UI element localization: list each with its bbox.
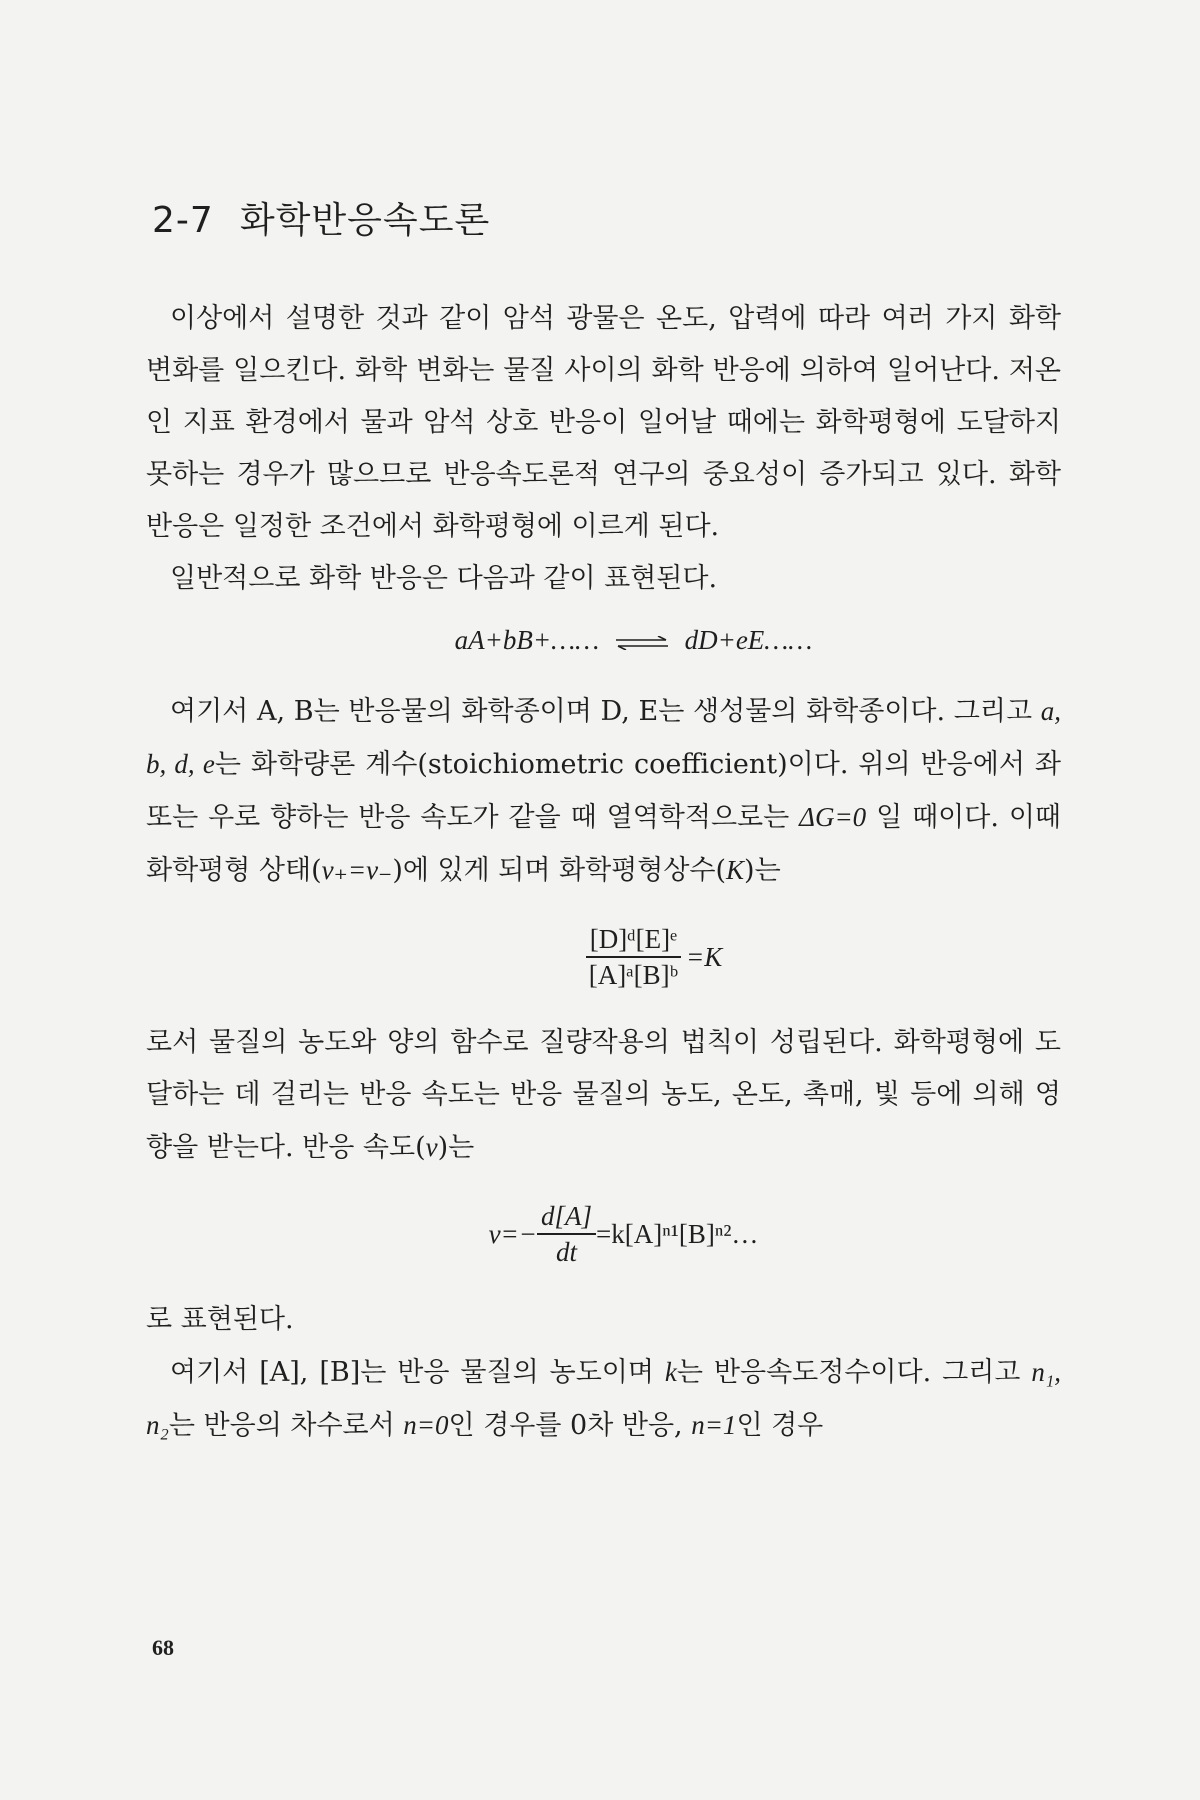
text-n-zero: n=0 bbox=[403, 1410, 449, 1440]
text-species-d: )에 있게 되며 화학평형상수( bbox=[392, 855, 727, 886]
text-delta-g: ΔG=0 bbox=[799, 802, 867, 832]
text-orders-n: n₁, n₂ bbox=[146, 1357, 1061, 1440]
rate-denominator: dt bbox=[556, 1237, 578, 1267]
equilibrium-fraction bbox=[585, 924, 682, 990]
rate-equation bbox=[146, 1184, 1061, 1284]
text-species-b: 는 화학량론 계수(stoichiometric coefficient)이다. 위의 반응에서 좌 또는 우로 향하는 반응 속도가 같을 때 열역학적으로는 bbox=[146, 749, 1061, 833]
equilibrium-rhs: =K bbox=[685, 942, 723, 972]
text-mass-action-a: 로서 물질의 농도와 양의 함수로 질량작용의 법칙이 성립된다. 화학평형에 도달하는 데 걸리는 반응 속도는 반응 물질의 농도, 온도, 촉매, 빛 등에 의해 영향을 받는다. 반응 속도( bbox=[146, 1027, 1061, 1163]
paragraph-order bbox=[146, 1346, 1061, 1452]
reaction-right: dD+eE…… bbox=[684, 625, 813, 655]
text-order-c: 는 반응의 차수로서 bbox=[168, 1410, 404, 1441]
section-heading bbox=[152, 192, 490, 243]
text-coefficients: a, b, d, e bbox=[146, 696, 1061, 779]
section-number: 2-7 bbox=[152, 200, 214, 241]
text-species-c: 일 때이다. 이때 화학평형 상태( bbox=[146, 802, 1061, 886]
body-text bbox=[146, 293, 1061, 1452]
equilibrium-denominator: [A]ᵃ[B]ᵇ bbox=[588, 960, 678, 990]
text-mass-action-b: )는 bbox=[437, 1132, 475, 1163]
paragraph-mass-action bbox=[146, 1017, 1061, 1174]
paragraph-expressed: 로 표현된다. bbox=[146, 1304, 294, 1335]
paragraph-reaction-intro: 일반적으로 화학 반응은 다음과 같이 표현된다. bbox=[170, 563, 718, 594]
text-order-a: 여기서 [A], [B]는 반응 물질의 농도이며 bbox=[170, 1357, 665, 1388]
equilibrium-numerator: [D]ᵈ[E]ᵉ bbox=[586, 924, 681, 958]
text-n-one: n=1 bbox=[691, 1410, 737, 1440]
reaction-equation bbox=[146, 615, 1061, 665]
text-species-e: )는 bbox=[744, 855, 781, 886]
text-order-d: 인 경우를 0차 반응, bbox=[448, 1410, 692, 1441]
paragraph-species bbox=[146, 685, 1061, 897]
equilibrium-arrows-icon bbox=[614, 636, 670, 650]
rate-lhs: v=− bbox=[488, 1219, 537, 1249]
text-rate-v: v bbox=[425, 1132, 438, 1162]
text-equilibrium-condition: v₊=v₋ bbox=[321, 855, 393, 885]
rate-rhs: =k[A]ⁿ¹[B]ⁿ²… bbox=[596, 1219, 759, 1249]
rate-fraction bbox=[537, 1201, 596, 1267]
rate-numerator: d[A] bbox=[537, 1201, 596, 1235]
text-rate-constant: k bbox=[664, 1357, 677, 1387]
reaction-left: aA+bB+…… bbox=[454, 625, 600, 655]
text-order-b: 는 반응속도정수이다. 그리고 bbox=[676, 1357, 1032, 1388]
section-title: 화학반응속도론 bbox=[239, 200, 491, 241]
text-species-a: 여기서 A, B는 반응물의 화학종이며 D, E는 생성물의 화학종이다. 그리고 bbox=[170, 696, 1041, 727]
page-number: 68 bbox=[152, 1635, 174, 1660]
equilibrium-constant-equation bbox=[146, 907, 1061, 1007]
text-order-e: 인 경우 bbox=[736, 1410, 824, 1441]
text-constant-k: K bbox=[726, 855, 745, 885]
paragraph-intro: 이상에서 설명한 것과 같이 암석 광물은 온도, 압력에 따라 여러 가지 화학 변화를 일으킨다. 화학 변화는 물질 사이의 화학 반응에 의하여 일어난다. 저온인 지표 환경에서 물과 암석 상호 반응이 일어날 때에는 화학평형에 도달하지 못하는 경우가 많으므로 반응속도론적 연구의 중요성이 증가되고 있다. 화학 반응은 일정한 조건에서 화학평형에 이르게 된다. bbox=[146, 303, 1061, 542]
